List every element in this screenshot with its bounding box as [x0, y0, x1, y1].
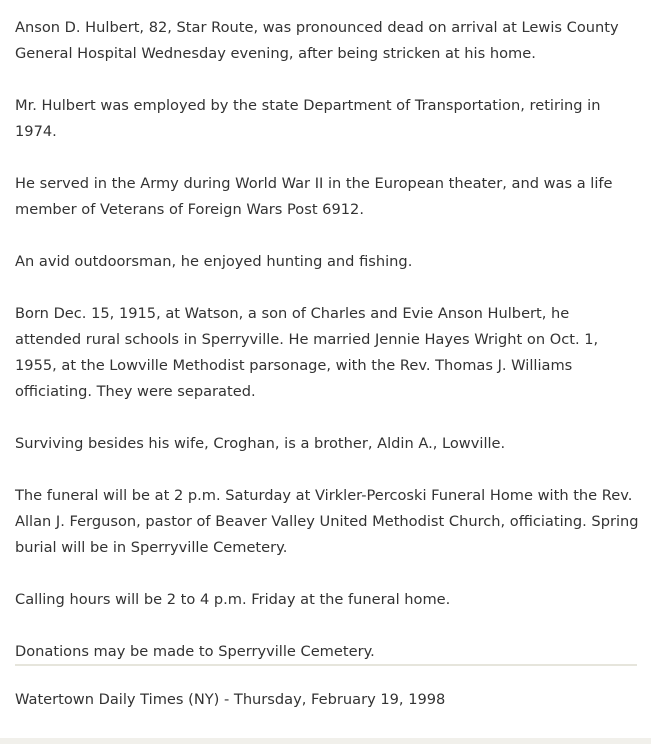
footer-band [0, 738, 651, 744]
paragraph-calling-hours: Calling hours will be 2 to 4 p.m. Friday at the funeral home. [15, 591, 451, 608]
source-citation: Watertown Daily Times (NY) - Thursday, February 19, 1998 [15, 691, 446, 708]
paragraph-funeral: The funeral will be at 2 p.m. Saturday at Virkler-Percoski Funeral Home with the Rev. Allan J. Ferguson, pastor of Beaver Valley United Methodist Church, officiating. Spring burial will be in Sperryville Cemetery. [15, 487, 639, 556]
obituary-article [15, 15, 639, 691]
section-divider [15, 664, 637, 666]
paragraph-survivors: Surviving besides his wife, Croghan, is a brother, Aldin A., Lowville. [15, 435, 506, 452]
paragraph-military-service: He served in the Army during World War II in the European theater, and was a life member of Veterans of Foreign Wars Post 6912. [15, 175, 613, 218]
paragraph-biography: Born Dec. 15, 1915, at Watson, a son of Charles and Evie Anson Hulbert, he attended rural schools in Sperryville. He married Jennie Hayes Wright on Oct. 1, 1955, at the Lowville Methodist parsonage, with the Rev. Thomas J. Williams officiating. They were separated. [15, 305, 599, 400]
paragraph-death-notice: Anson D. Hulbert, 82, Star Route, was pronounced dead on arrival at Lewis County General Hospital Wednesday evening, after being stricken at his home. [15, 19, 619, 62]
paragraph-employment: Mr. Hulbert was employed by the state Department of Transportation, retiring in 1974. [15, 97, 601, 140]
paragraph-donations: Donations may be made to Sperryville Cemetery. [15, 643, 375, 660]
paragraph-hobbies: An avid outdoorsman, he enjoyed hunting and fishing. [15, 253, 413, 270]
